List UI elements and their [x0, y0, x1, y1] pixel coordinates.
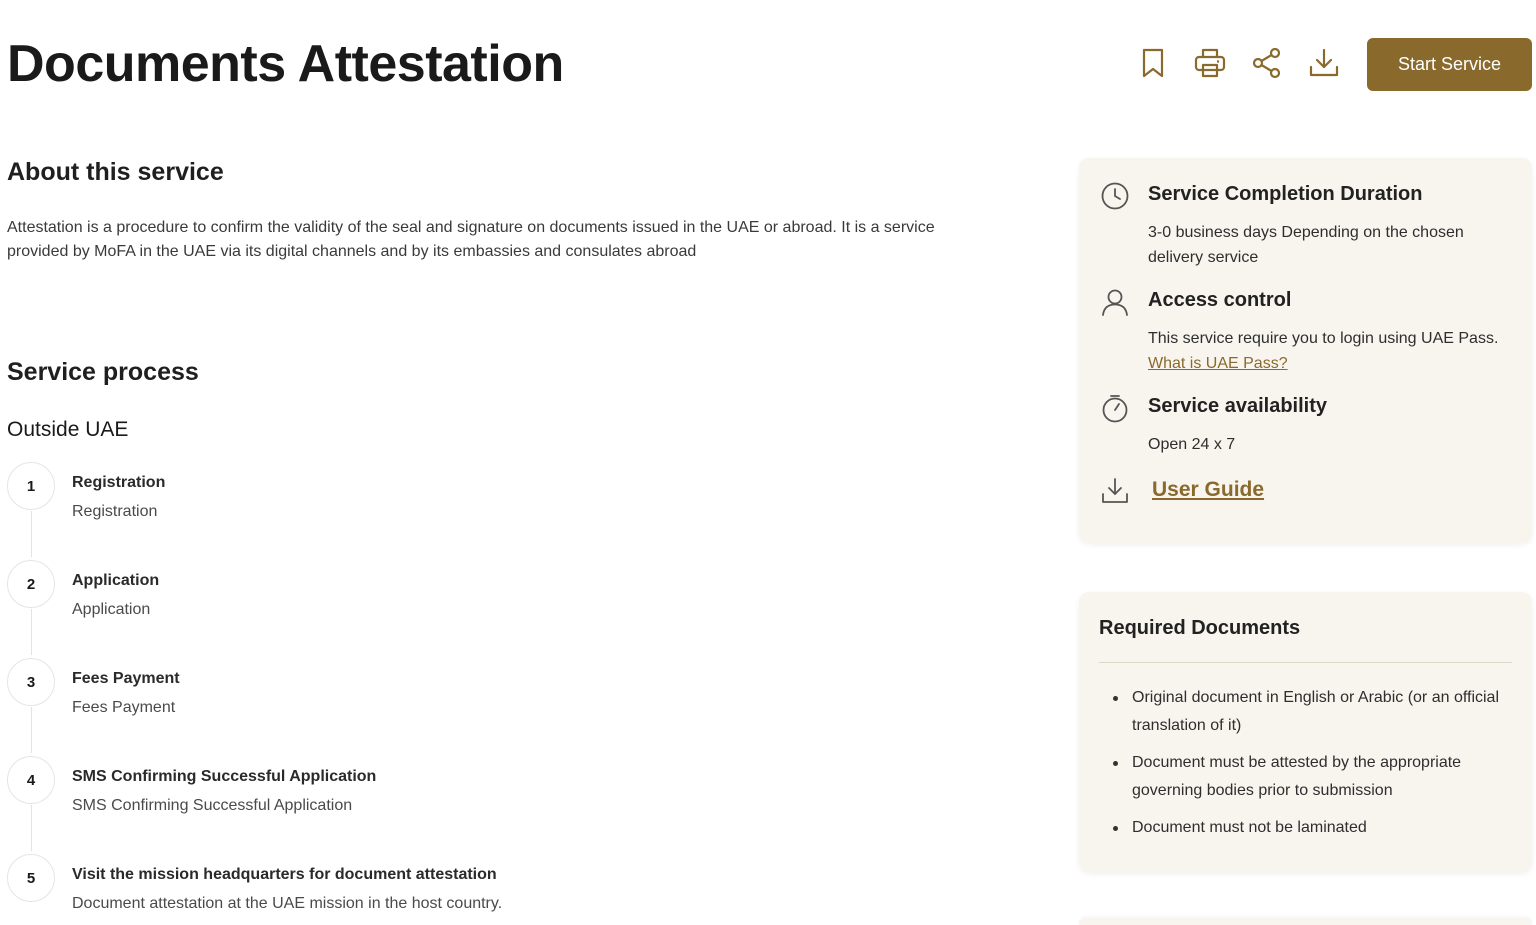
step-number: 4 — [7, 756, 55, 804]
step-description: Registration — [72, 503, 158, 520]
step-title: Registration — [72, 474, 166, 491]
outside-uae-heading: Outside UAE — [7, 418, 129, 441]
duration-title: Service Completion Duration — [1148, 183, 1423, 205]
service-info-card — [1079, 158, 1532, 543]
start-service-button[interactable]: Start Service — [1367, 38, 1532, 91]
access-description: This service require you to login using UAE Pass. — [1148, 330, 1499, 347]
step-connector — [31, 707, 32, 753]
access-text — [1148, 326, 1518, 376]
step-title: Application — [72, 572, 160, 589]
next-card — [1079, 918, 1532, 925]
bookmark-button[interactable] — [1135, 44, 1171, 82]
availability-text: Open 24 x 7 — [1148, 436, 1236, 453]
step-description: Document attestation at the UAE mission in the host country. — [72, 895, 503, 912]
list-item: Document must not be laminated — [1113, 814, 1518, 842]
required-documents-card — [1079, 592, 1532, 872]
step-description: Fees Payment — [72, 699, 176, 716]
step-number: 3 — [7, 658, 55, 706]
required-documents-title: Required Documents — [1099, 617, 1301, 639]
action-toolbar — [1135, 44, 1342, 82]
about-heading: About this service — [7, 158, 224, 186]
step-title: SMS Confirming Successful Application — [72, 768, 377, 785]
share-icon — [1250, 46, 1284, 80]
download-icon — [1100, 476, 1130, 506]
print-icon — [1193, 46, 1227, 80]
list-item: Document must be attested by the appropriate governing bodies prior to submission — [1113, 749, 1518, 805]
clock-icon — [1100, 181, 1130, 211]
share-button[interactable] — [1249, 44, 1285, 82]
process-heading: Service process — [7, 358, 199, 386]
access-title: Access control — [1148, 289, 1292, 311]
step-title: Visit the mission headquarters for document attestation — [72, 866, 497, 883]
step-connector — [31, 805, 32, 851]
process-step — [7, 754, 907, 852]
page-title: Documents Attestation — [7, 35, 564, 93]
step-description: SMS Confirming Successful Application — [72, 797, 353, 814]
stopwatch-icon — [1100, 393, 1130, 423]
print-button[interactable] — [1192, 44, 1228, 82]
step-number: 1 — [7, 462, 55, 510]
process-step — [7, 852, 907, 925]
step-connector — [31, 609, 32, 655]
step-description: Application — [72, 601, 151, 618]
required-documents-list — [1113, 684, 1518, 851]
step-title: Fees Payment — [72, 670, 180, 687]
list-item: Original document in English or Arabic (or an official translation of it) — [1113, 684, 1518, 740]
step-number: 5 — [7, 854, 55, 902]
availability-title: Service availability — [1148, 395, 1328, 417]
uae-pass-link[interactable]: What is UAE Pass? — [1148, 355, 1288, 372]
step-connector — [31, 511, 32, 557]
duration-text: 3-0 business days Depending on the chosen delivery service — [1148, 224, 1464, 266]
process-step — [7, 460, 907, 558]
process-steps — [7, 460, 907, 925]
process-step — [7, 558, 907, 656]
bookmark-icon — [1136, 46, 1170, 80]
divider — [1099, 662, 1512, 663]
about-text: Attestation is a procedure to confirm the validity of the seal and signature on documents issued in the UAE or abroad. It is a service provided by MoFA in the UAE via its digital channels and by its embassies and consulates abroad — [7, 219, 935, 260]
download-icon — [1307, 46, 1341, 80]
download-button[interactable] — [1306, 44, 1342, 82]
process-step — [7, 656, 907, 754]
user-icon — [1100, 287, 1130, 317]
user-guide-link[interactable]: User Guide — [1152, 478, 1265, 501]
step-number: 2 — [7, 560, 55, 608]
